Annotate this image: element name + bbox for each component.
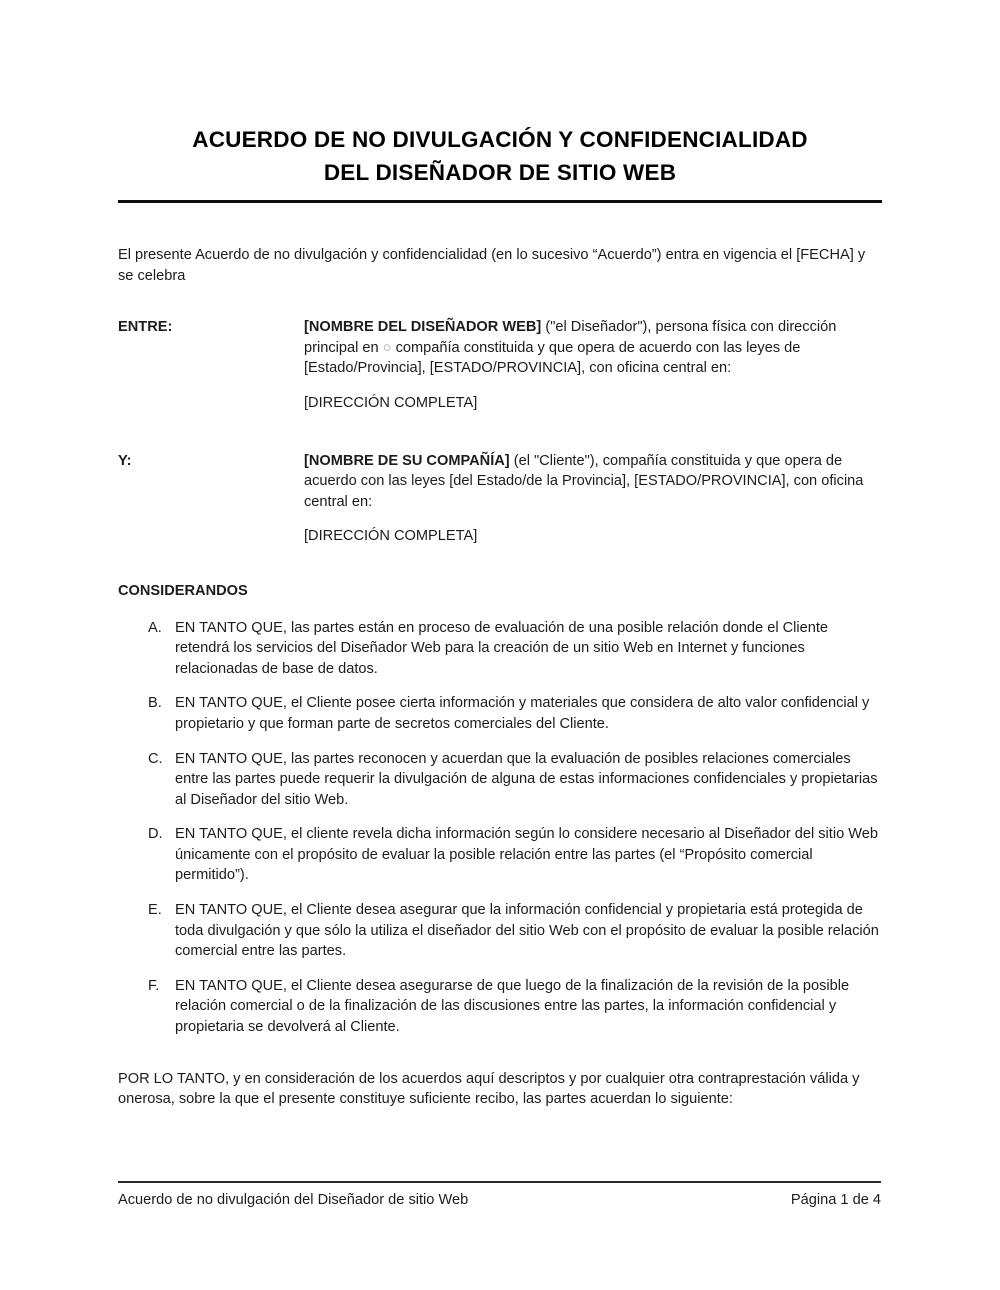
- party-description-client: [304, 451, 882, 513]
- party-text-after-name: ("el Diseñador"), persona física con dirección principal en: [304, 319, 837, 356]
- party-label-entre: ENTRE:: [118, 319, 173, 336]
- party-address-client: [DIRECCIÓN COMPLETA]: [304, 528, 478, 545]
- recitals-list: [118, 618, 882, 1038]
- recitals-heading: CONSIDERANDOS: [118, 582, 248, 599]
- recital-text: EN TANTO QUE, las partes están en proceso de evaluación de una posible relación donde el Cliente retendrá los servicios del Diseñador Web para la creación de un sitio Web en Internet y funciones relacionadas de base de datos.: [175, 619, 829, 677]
- recital-text: EN TANTO QUE, el cliente revela dicha información según lo considere necesario al Diseñador del sitio Web únicamente con el propósito de evaluar la posible relación entre las partes (el “Propósito comercial permitido”).: [175, 826, 879, 884]
- recital-item-a: [148, 618, 882, 680]
- recital-item-c: [148, 749, 882, 811]
- recital-letter: A.: [148, 619, 162, 636]
- recital-item-b: [148, 693, 882, 734]
- recital-item-d: [148, 824, 882, 886]
- recital-text: EN TANTO QUE, las partes reconocen y acuerdan que la evaluación de posibles relaciones comerciales entre las partes puede requerir la divulgación de alguna de estas informaciones confidenciales y propietarias al Diseñador del sitio Web.: [175, 750, 878, 808]
- document-title-line1: ACUERDO DE NO DIVULGACIÓN Y CONFIDENCIALIDAD: [192, 127, 808, 152]
- footer-document-name: Acuerdo de no divulgación del Diseñador de sitio Web: [118, 1192, 469, 1208]
- recital-item-f: [148, 976, 882, 1038]
- closing-paragraph: POR LO TANTO, y en consideración de los acuerdos aquí descriptos y por cualquier otra contraprestación válida y onerosa, sobre la que el presente constituye suficiente recibo, las partes acuerdan lo siguiente:: [118, 1070, 860, 1108]
- party-text-after-marker: compañía constituida y que opera de acuerdo con las leyes de [Estado/Provincia], [ESTADO/PROVINCIA], con oficina central en:: [304, 339, 801, 377]
- party-address-designer: [DIRECCIÓN COMPLETA]: [304, 394, 478, 411]
- footer-page-number: Página 1 de 4: [790, 1192, 881, 1208]
- recital-letter: B.: [148, 695, 162, 712]
- recital-text: EN TANTO QUE, el Cliente desea asegurarse de que luego de la finalización de la revisión de la posible relación comercial o de la finalización de las discusiones entre las partes, la información confidencial y propietaria se devolverá al Cliente.: [175, 977, 850, 1036]
- recital-letter: C.: [148, 750, 163, 767]
- recital-letter: F.: [148, 977, 160, 994]
- party-name-placeholder: [NOMBRE DE SU COMPAÑÍA]: [304, 452, 510, 469]
- document-title: [118, 0, 882, 189]
- recital-letter: D.: [148, 826, 163, 843]
- party-description-designer: [304, 317, 882, 379]
- recital-letter: E.: [148, 902, 162, 919]
- option-circle-marker: ○: [382, 339, 392, 356]
- document-title-line2: DEL DISEÑADOR DE SITIO WEB: [323, 160, 677, 185]
- party-label-y: Y:: [118, 452, 132, 469]
- recital-text: EN TANTO QUE, el Cliente desea asegurar que la información confidencial y propietaria está protegida de toda divulgación y que sólo la utiliza el diseñador del sitio Web con el propósito de evaluar la posible relación comercial entre las partes.: [175, 902, 879, 960]
- party-block-designer: [118, 317, 882, 379]
- party-text-after-name: (el "Cliente"), compañía constituida y que opera de acuerdo con las leyes [del Estado/de la Provincia], [ESTADO/PROVINCIA], con oficina central en:: [304, 452, 864, 510]
- page-footer: [118, 1181, 881, 1211]
- recital-text: EN TANTO QUE, el Cliente posee cierta información y materiales que considera de alto valor confidencial y propietario y que forman parte de secretos comerciales del Cliente.: [175, 695, 870, 732]
- intro-paragraph: El presente Acuerdo de no divulgación y confidencialidad (en lo sucesivo “Acuerdo”) entra en vigencia el [FECHA] y se celebra: [118, 247, 866, 284]
- party-name-placeholder: [NOMBRE DEL DISEÑADOR WEB]: [304, 319, 542, 336]
- party-block-client: [118, 451, 882, 513]
- title-divider-rule: [118, 200, 882, 203]
- recital-item-e: [148, 900, 882, 962]
